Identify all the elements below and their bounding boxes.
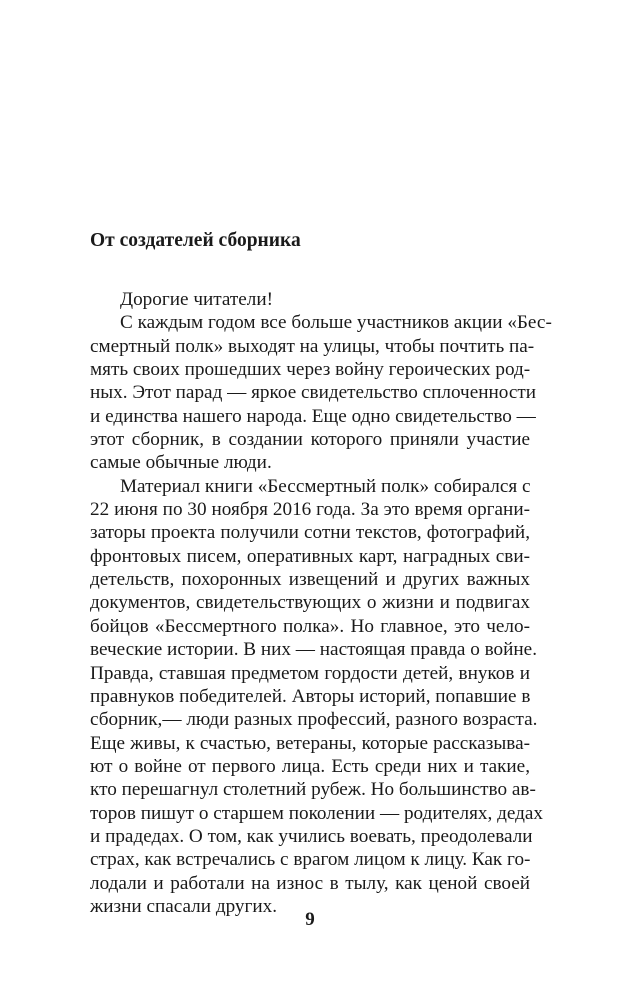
text-line: фронтовых писем, оперативных карт, наградных сви- [90,545,530,567]
text-line: Еще живы, к счастью, ветераны, которые рассказыва- [90,732,530,754]
text-line: торов пишут о старшем поколении — родителях, дедах [90,802,544,824]
text-line: Правда, ставшая предметом гордости детей, внуков и [90,662,530,684]
text-line: бойцов «Бессмертного полка». Но главное, это чело- [90,615,530,637]
text-line: кто перешагнул столетний рубеж. Но большинство ав- [90,779,536,801]
text-line: заторы проекта получили сотни текстов, фотографий, [90,522,530,544]
text-line: ют о войне от первого лица. Есть среди них и такие, [90,755,530,777]
text-line: веческие истории. В них — настоящая правда о войне. [90,639,537,661]
chapter-heading: От создателей сборника [90,230,301,251]
text-line: 22 июня по 30 ноября 2016 года. За это время органи- [90,499,530,521]
text-line: смертный полк» выходят на улицы, чтобы почтить па- [90,335,535,357]
text-line: правнуков победителей. Авторы историй, попавшие в [90,685,531,707]
page-number: 9 [305,909,315,930]
text-line: С каждым годом все больше участников акции «Бес- [120,312,552,334]
text-line: мять своих прошедших через войну героических род- [90,359,531,381]
text-line: сборник,— люди разных профессий, разного возраста. [90,709,538,731]
text-line: ных. Этот парад — яркое свидетельство сплоченности [90,382,536,404]
text-line: документов, свидетельствующих о жизни и подвигах [90,592,530,614]
text-line: жизни спасали других. [90,895,278,917]
text-line: детельств, похоронных извещений и других важных [90,569,530,591]
text-line: страх, как встречались с врагом лицом к лицу. Как го- [90,849,531,871]
text-line: Дорогие читатели! [120,289,274,310]
body-text [90,288,552,918]
text-line: и прадедах. О том, как учились воевать, преодолевали [90,825,533,847]
text-line: лодали и работали на износ в тылу, как ценой своей [90,872,530,894]
text-line: самые обычные люди. [90,452,272,474]
text-line: и единства нашего народа. Еще одно свидетельство — [90,405,536,427]
text-line: этот сборник, в создании которого приняли участие [90,429,530,451]
text-line: Материал книги «Бессмертный полк» собирался с [120,475,531,497]
